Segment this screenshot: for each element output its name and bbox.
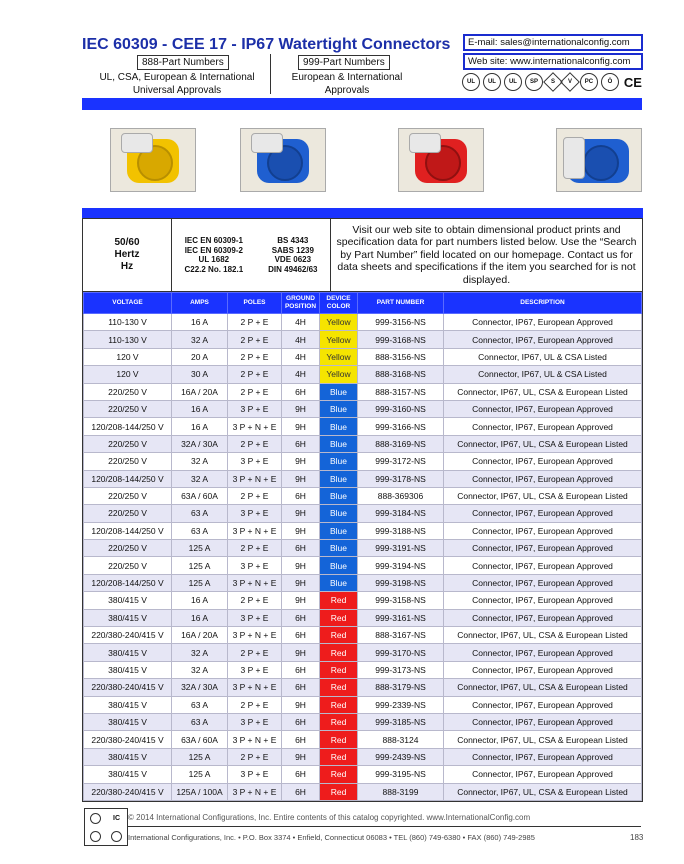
device-color-cell: Red	[320, 679, 358, 696]
device-color-cell: Red	[320, 713, 358, 730]
table-cell: Connector, IP67, UL, CSA & European Listed	[444, 731, 642, 748]
table-row	[84, 522, 642, 539]
table-cell: 3 P + N + E	[228, 627, 282, 644]
column-header: DEVICE COLOR	[320, 293, 358, 314]
device-color-cell: Blue	[320, 383, 358, 400]
website-link[interactable]: Web site: www.internationalconfig.com	[463, 53, 643, 70]
part-number-cell: 888-3179-NS	[358, 679, 444, 696]
table-cell: 4H	[282, 366, 320, 383]
yellow-connector-photo	[110, 128, 196, 192]
table-cell: 2 P + E	[228, 644, 282, 661]
device-color-cell: Blue	[320, 400, 358, 417]
table-cell: 16 A	[172, 592, 228, 609]
table-cell: 4H	[282, 331, 320, 348]
table-row	[84, 644, 642, 661]
table-cell: 4H	[282, 348, 320, 365]
table-row	[84, 783, 642, 800]
table-cell: 32 A	[172, 661, 228, 678]
table-cell: 3 P + N + E	[228, 418, 282, 435]
table-cell: Connector, IP67, European Approved	[444, 522, 642, 539]
table-row	[84, 383, 642, 400]
column-header: POLES	[228, 293, 282, 314]
device-color-cell: Red	[320, 627, 358, 644]
table-cell: Connector, IP67, UL & CSA Listed	[444, 348, 642, 365]
logo-circle-icon	[85, 809, 106, 827]
device-color-cell: Red	[320, 766, 358, 783]
ul-mark-icon: UL	[462, 73, 480, 91]
table-row	[84, 574, 642, 591]
table-cell: 125 A	[172, 574, 228, 591]
table-cell: 220/250 V	[84, 400, 172, 417]
table-cell: 3 P + N + E	[228, 574, 282, 591]
part-number-cell: 999-3166-NS	[358, 418, 444, 435]
table-cell: Connector, IP67, UL, CSA & European Listed	[444, 487, 642, 504]
table-cell: Connector, IP67, European Approved	[444, 748, 642, 765]
table-cell: 32 A	[172, 470, 228, 487]
table-cell: 32 A	[172, 331, 228, 348]
table-cell: Connector, IP67, European Approved	[444, 314, 642, 331]
column-header: VOLTAGE	[84, 293, 172, 314]
table-cell: 16 A	[172, 609, 228, 626]
logo-text: IC	[113, 814, 120, 822]
part-number-cell: 999-3161-NS	[358, 609, 444, 626]
frequency-line2: Hertz	[114, 249, 140, 260]
table-row	[84, 505, 642, 522]
table-row	[84, 418, 642, 435]
table-cell: 3 P + E	[228, 400, 282, 417]
table-cell: 220/250 V	[84, 453, 172, 470]
table-cell: 380/415 V	[84, 713, 172, 730]
table-cell: 63 A	[172, 505, 228, 522]
table-cell: 3 P + E	[228, 713, 282, 730]
device-color-cell: Red	[320, 748, 358, 765]
device-color-cell: Blue	[320, 470, 358, 487]
table-cell: 32 A	[172, 644, 228, 661]
device-color-cell: Blue	[320, 540, 358, 557]
footer-divider	[128, 826, 641, 827]
table-cell: 220/250 V	[84, 435, 172, 452]
part-number-cell: 888-3169-NS	[358, 435, 444, 452]
table-cell: 3 P + E	[228, 453, 282, 470]
table-cell: 32 A	[172, 453, 228, 470]
table-cell: 2 P + E	[228, 435, 282, 452]
table-cell: 2 P + E	[228, 331, 282, 348]
pct-mark-icon: PC	[580, 73, 598, 91]
table-cell: Connector, IP67, European Approved	[444, 644, 642, 661]
right-approvals-line1: European & International	[291, 72, 403, 83]
table-row	[84, 696, 642, 713]
part-number-cell: 999-2439-NS	[358, 748, 444, 765]
part-number-cell: 999-3194-NS	[358, 557, 444, 574]
part-number-cell: 999-3158-NS	[358, 592, 444, 609]
888-part-numbers-label: 888-Part Numbers	[137, 55, 229, 70]
table-top-bar	[82, 208, 643, 218]
table-cell: 2 P + E	[228, 748, 282, 765]
red-connector-photo	[398, 128, 484, 192]
table-row	[84, 314, 642, 331]
table-cell: Connector, IP67, UL & CSA Listed	[444, 366, 642, 383]
part-number-cell: 888-3157-NS	[358, 383, 444, 400]
table-cell: 9H	[282, 696, 320, 713]
table-cell: Connector, IP67, European Approved	[444, 470, 642, 487]
part-number-cell: 888-3168-NS	[358, 366, 444, 383]
table-row	[84, 435, 642, 452]
table-cell: Connector, IP67, European Approved	[444, 609, 642, 626]
table-row	[84, 540, 642, 557]
table-row	[84, 627, 642, 644]
table-cell: 9H	[282, 418, 320, 435]
device-color-cell: Blue	[320, 453, 358, 470]
device-color-cell: Blue	[320, 487, 358, 504]
table-cell: 220/380-240/415 V	[84, 783, 172, 800]
table-cell: 9H	[282, 470, 320, 487]
table-cell: Connector, IP67, European Approved	[444, 418, 642, 435]
part-number-cell: 999-3173-NS	[358, 661, 444, 678]
device-color-cell: Yellow	[320, 314, 358, 331]
copyright-text: © 2014 International Configurations, Inc. Entire contents of this catalog copyrighted. www.InternationalConfig.com	[128, 813, 531, 822]
table-cell: 6H	[282, 627, 320, 644]
blue-inlet-photo	[556, 128, 642, 192]
table-row	[84, 348, 642, 365]
part-number-cell: 999-2339-NS	[358, 696, 444, 713]
table-cell: 120/208-144/250 V	[84, 418, 172, 435]
table-cell: 220/380-240/415 V	[84, 627, 172, 644]
device-color-cell: Red	[320, 592, 358, 609]
table-cell: 380/415 V	[84, 592, 172, 609]
table-cell: Connector, IP67, European Approved	[444, 574, 642, 591]
header-divider	[270, 54, 271, 94]
device-color-cell: Yellow	[320, 366, 358, 383]
table-cell: 16 A	[172, 418, 228, 435]
table-cell: 125 A	[172, 748, 228, 765]
table-cell: 3 P + E	[228, 557, 282, 574]
standard-item: SABS 1239	[271, 245, 314, 255]
table-cell: Connector, IP67, European Approved	[444, 453, 642, 470]
table-cell: 9H	[282, 748, 320, 765]
device-color-cell: Blue	[320, 557, 358, 574]
part-number-cell: 999-3156-NS	[358, 314, 444, 331]
left-approvals-line2: Universal Approvals	[132, 85, 222, 96]
device-color-cell: Blue	[320, 435, 358, 452]
ce-mark-icon: CE	[623, 74, 642, 90]
table-cell: 6H	[282, 609, 320, 626]
device-color-cell: Yellow	[320, 348, 358, 365]
table-info-header	[83, 219, 642, 292]
table-row	[84, 679, 642, 696]
vde-mark-icon: V	[560, 72, 580, 92]
table-cell: Connector, IP67, European Approved	[444, 661, 642, 678]
table-row	[84, 557, 642, 574]
table-cell: 220/250 V	[84, 383, 172, 400]
table-cell: Connector, IP67, UL, CSA & European Listed	[444, 435, 642, 452]
standard-item: IEC EN 60309-1	[184, 236, 243, 245]
table-cell: 9H	[282, 400, 320, 417]
device-color-cell: Blue	[320, 418, 358, 435]
table-header-row	[84, 293, 642, 314]
table-cell: Connector, IP67, European Approved	[444, 540, 642, 557]
right-approvals-line2: Approvals	[324, 85, 370, 96]
table-cell: 32A / 30A	[172, 679, 228, 696]
table-cell: 6H	[282, 487, 320, 504]
table-cell: 9H	[282, 592, 320, 609]
table-row	[84, 453, 642, 470]
left-approvals-line1: UL, CSA, European & International	[99, 72, 255, 83]
table-cell: 9H	[282, 557, 320, 574]
table-row	[84, 713, 642, 730]
table-cell: 9H	[282, 644, 320, 661]
parts-table-container	[82, 218, 643, 802]
table-cell: Connector, IP67, European Approved	[444, 592, 642, 609]
table-body	[84, 314, 642, 801]
table-cell: 380/415 V	[84, 609, 172, 626]
standard-item: C22.2 No. 182.1	[184, 264, 244, 274]
table-cell: 120/208-144/250 V	[84, 470, 172, 487]
table-cell: 2 P + E	[228, 383, 282, 400]
table-cell: 2 P + E	[228, 487, 282, 504]
email-link[interactable]: E-mail: sales@internationalconfig.com	[463, 34, 643, 51]
standard-item: IEC EN 60309-2	[184, 245, 243, 255]
part-number-cell: 999-3172-NS	[358, 453, 444, 470]
parts-table	[83, 292, 642, 801]
table-cell: 220/250 V	[84, 505, 172, 522]
part-number-cell: 999-3195-NS	[358, 766, 444, 783]
table-cell: 16 A	[172, 314, 228, 331]
table-cell: Connector, IP67, UL, CSA & European Listed	[444, 383, 642, 400]
table-cell: 20 A	[172, 348, 228, 365]
part-number-cell: 999-3191-NS	[358, 540, 444, 557]
table-cell: 6H	[282, 679, 320, 696]
logo-outlet-icon	[85, 827, 106, 845]
device-color-cell: Blue	[320, 574, 358, 591]
part-number-cell: 999-3185-NS	[358, 713, 444, 730]
table-cell: 3 P + E	[228, 766, 282, 783]
table-cell: 120 V	[84, 348, 172, 365]
table-cell: 9H	[282, 505, 320, 522]
part-number-cell: 999-3178-NS	[358, 470, 444, 487]
table-cell: 63A / 60A	[172, 487, 228, 504]
part-number-cell: 999-3188-NS	[358, 522, 444, 539]
device-color-cell: Yellow	[320, 331, 358, 348]
sev-mark-icon: S	[543, 72, 563, 92]
table-cell: 125 A	[172, 766, 228, 783]
table-cell: 380/415 V	[84, 696, 172, 713]
table-row	[84, 766, 642, 783]
logo-outlet-icon-2	[106, 827, 127, 845]
table-cell: 63A / 60A	[172, 731, 228, 748]
table-cell: 3 P + N + E	[228, 522, 282, 539]
table-cell: 125A / 100A	[172, 783, 228, 800]
standards-left	[184, 236, 243, 274]
table-cell: 6H	[282, 661, 320, 678]
table-cell: 6H	[282, 435, 320, 452]
table-row	[84, 748, 642, 765]
table-cell: 6H	[282, 783, 320, 800]
part-number-cell: 888-3156-NS	[358, 348, 444, 365]
page-number: 183	[630, 833, 644, 842]
standard-item: UL 1682	[198, 255, 230, 264]
part-number-cell: 999-3168-NS	[358, 331, 444, 348]
table-cell: Connector, IP67, European Approved	[444, 766, 642, 783]
standards-cell	[172, 219, 331, 291]
table-cell: Connector, IP67, European Approved	[444, 331, 642, 348]
table-cell: 63 A	[172, 522, 228, 539]
device-color-cell: Red	[320, 696, 358, 713]
table-row	[84, 331, 642, 348]
part-number-cell: 999-3198-NS	[358, 574, 444, 591]
table-cell: 125 A	[172, 557, 228, 574]
table-row	[84, 609, 642, 626]
table-cell: 220/250 V	[84, 487, 172, 504]
table-cell: Connector, IP67, UL, CSA & European Listed	[444, 627, 642, 644]
device-color-cell: Red	[320, 644, 358, 661]
column-header: DESCRIPTION	[444, 293, 642, 314]
left-approvals-text	[84, 71, 270, 97]
table-cell: 3 P + N + E	[228, 731, 282, 748]
table-cell: 380/415 V	[84, 661, 172, 678]
table-cell: 110-130 V	[84, 314, 172, 331]
device-color-cell: Red	[320, 783, 358, 800]
table-cell: 220/250 V	[84, 540, 172, 557]
table-cell: Connector, IP67, European Approved	[444, 505, 642, 522]
frequency-line3: Hz	[120, 261, 134, 272]
table-cell: 2 P + E	[228, 696, 282, 713]
frequency-line1: 50/60	[114, 237, 140, 248]
column-header: GROUND POSITION	[282, 293, 320, 314]
table-cell: 2 P + E	[228, 592, 282, 609]
table-cell: Connector, IP67, European Approved	[444, 713, 642, 730]
standard-item: BS 4343	[277, 236, 309, 245]
table-cell: Connector, IP67, European Approved	[444, 557, 642, 574]
header-blue-bar	[82, 98, 642, 110]
table-cell: 120/208-144/250 V	[84, 522, 172, 539]
part-number-cell: 999-3184-NS	[358, 505, 444, 522]
table-cell: 6H	[282, 766, 320, 783]
table-cell: 2 P + E	[228, 366, 282, 383]
table-row	[84, 661, 642, 678]
ove-mark-icon: Ö	[601, 73, 619, 91]
table-cell: 220/380-240/415 V	[84, 731, 172, 748]
table-cell: 220/250 V	[84, 557, 172, 574]
table-cell: 16A / 20A	[172, 383, 228, 400]
frequency-cell	[83, 219, 172, 291]
table-cell: 120/208-144/250 V	[84, 574, 172, 591]
table-cell: 6H	[282, 713, 320, 730]
table-cell: 3 P + N + E	[228, 783, 282, 800]
table-cell: 2 P + E	[228, 348, 282, 365]
table-cell: 380/415 V	[84, 644, 172, 661]
part-number-cell: 888-3167-NS	[358, 627, 444, 644]
table-cell: 6H	[282, 383, 320, 400]
device-color-cell: Blue	[320, 522, 358, 539]
table-cell: 16A / 20A	[172, 627, 228, 644]
table-row	[84, 470, 642, 487]
table-cell: 16 A	[172, 400, 228, 417]
table-cell: 3 P + N + E	[228, 679, 282, 696]
table-cell: 120 V	[84, 366, 172, 383]
table-cell: 6H	[282, 731, 320, 748]
blue-connector-photo	[240, 128, 326, 192]
table-cell: 3 P + N + E	[228, 470, 282, 487]
certification-marks	[462, 70, 642, 94]
table-cell: 2 P + E	[228, 540, 282, 557]
table-cell: 125 A	[172, 540, 228, 557]
table-cell: 4H	[282, 314, 320, 331]
right-approvals-text	[272, 71, 422, 97]
table-cell: 30 A	[172, 366, 228, 383]
device-color-cell: Red	[320, 661, 358, 678]
table-row	[84, 731, 642, 748]
table-row	[84, 487, 642, 504]
table-cell: Connector, IP67, UL, CSA & European Listed	[444, 783, 642, 800]
table-cell: 3 P + E	[228, 505, 282, 522]
part-number-cell: 888-369306	[358, 487, 444, 504]
company-address: International Configurations, Inc. • P.O. Box 3374 • Enfield, Connecticut 06083 • TEL (860) 749-6380 • FAX (860) 749-2985	[128, 833, 535, 842]
part-number-cell: 888-3124	[358, 731, 444, 748]
table-row	[84, 366, 642, 383]
table-row	[84, 592, 642, 609]
standard-item: DIN 49462/63	[268, 264, 318, 274]
table-cell: 2 P + E	[228, 314, 282, 331]
table-cell: 3 P + E	[228, 609, 282, 626]
visit-website-text: Visit our web site to obtain dimensional product prints and specification data for part numbers listed below. Use the “Search by Part Number” field located on our homepage. Contact us for data sheets and specifications if the item you searched for is not displayed.	[336, 223, 637, 286]
table-cell: 3 P + E	[228, 661, 282, 678]
table-row	[84, 400, 642, 417]
table-cell: 380/415 V	[84, 748, 172, 765]
table-cell: 32A / 30A	[172, 435, 228, 452]
table-cell: 9H	[282, 453, 320, 470]
table-cell: Connector, IP67, European Approved	[444, 696, 642, 713]
table-cell: 63 A	[172, 713, 228, 730]
table-cell: 6H	[282, 540, 320, 557]
device-color-cell: Red	[320, 609, 358, 626]
table-cell: 110-130 V	[84, 331, 172, 348]
column-header: PART NUMBER	[358, 293, 444, 314]
standards-right	[268, 236, 317, 274]
page-title: IEC 60309 - CEE 17 - IP67 Watertight Connectors	[82, 36, 451, 53]
table-cell: 220/380-240/415 V	[84, 679, 172, 696]
column-header: AMPS	[172, 293, 228, 314]
company-logo	[84, 808, 128, 846]
ul-classified-mark-icon: UL	[504, 73, 522, 91]
standard-item: VDE 0623	[274, 255, 312, 264]
device-color-cell: Blue	[320, 505, 358, 522]
table-cell: Connector, IP67, European Approved	[444, 400, 642, 417]
table-cell: 9H	[282, 574, 320, 591]
part-number-cell: 888-3199	[358, 783, 444, 800]
part-number-cell: 999-3170-NS	[358, 644, 444, 661]
999-part-numbers-label: 999-Part Numbers	[298, 55, 390, 70]
table-cell: 9H	[282, 522, 320, 539]
device-color-cell: Red	[320, 731, 358, 748]
table-cell: 380/415 V	[84, 766, 172, 783]
part-number-cell: 999-3160-NS	[358, 400, 444, 417]
ul-listed-mark-icon: UL	[483, 73, 501, 91]
table-cell: Connector, IP67, UL, CSA & European Listed	[444, 679, 642, 696]
csa-mark-icon: SP	[525, 73, 543, 91]
table-cell: 63 A	[172, 696, 228, 713]
